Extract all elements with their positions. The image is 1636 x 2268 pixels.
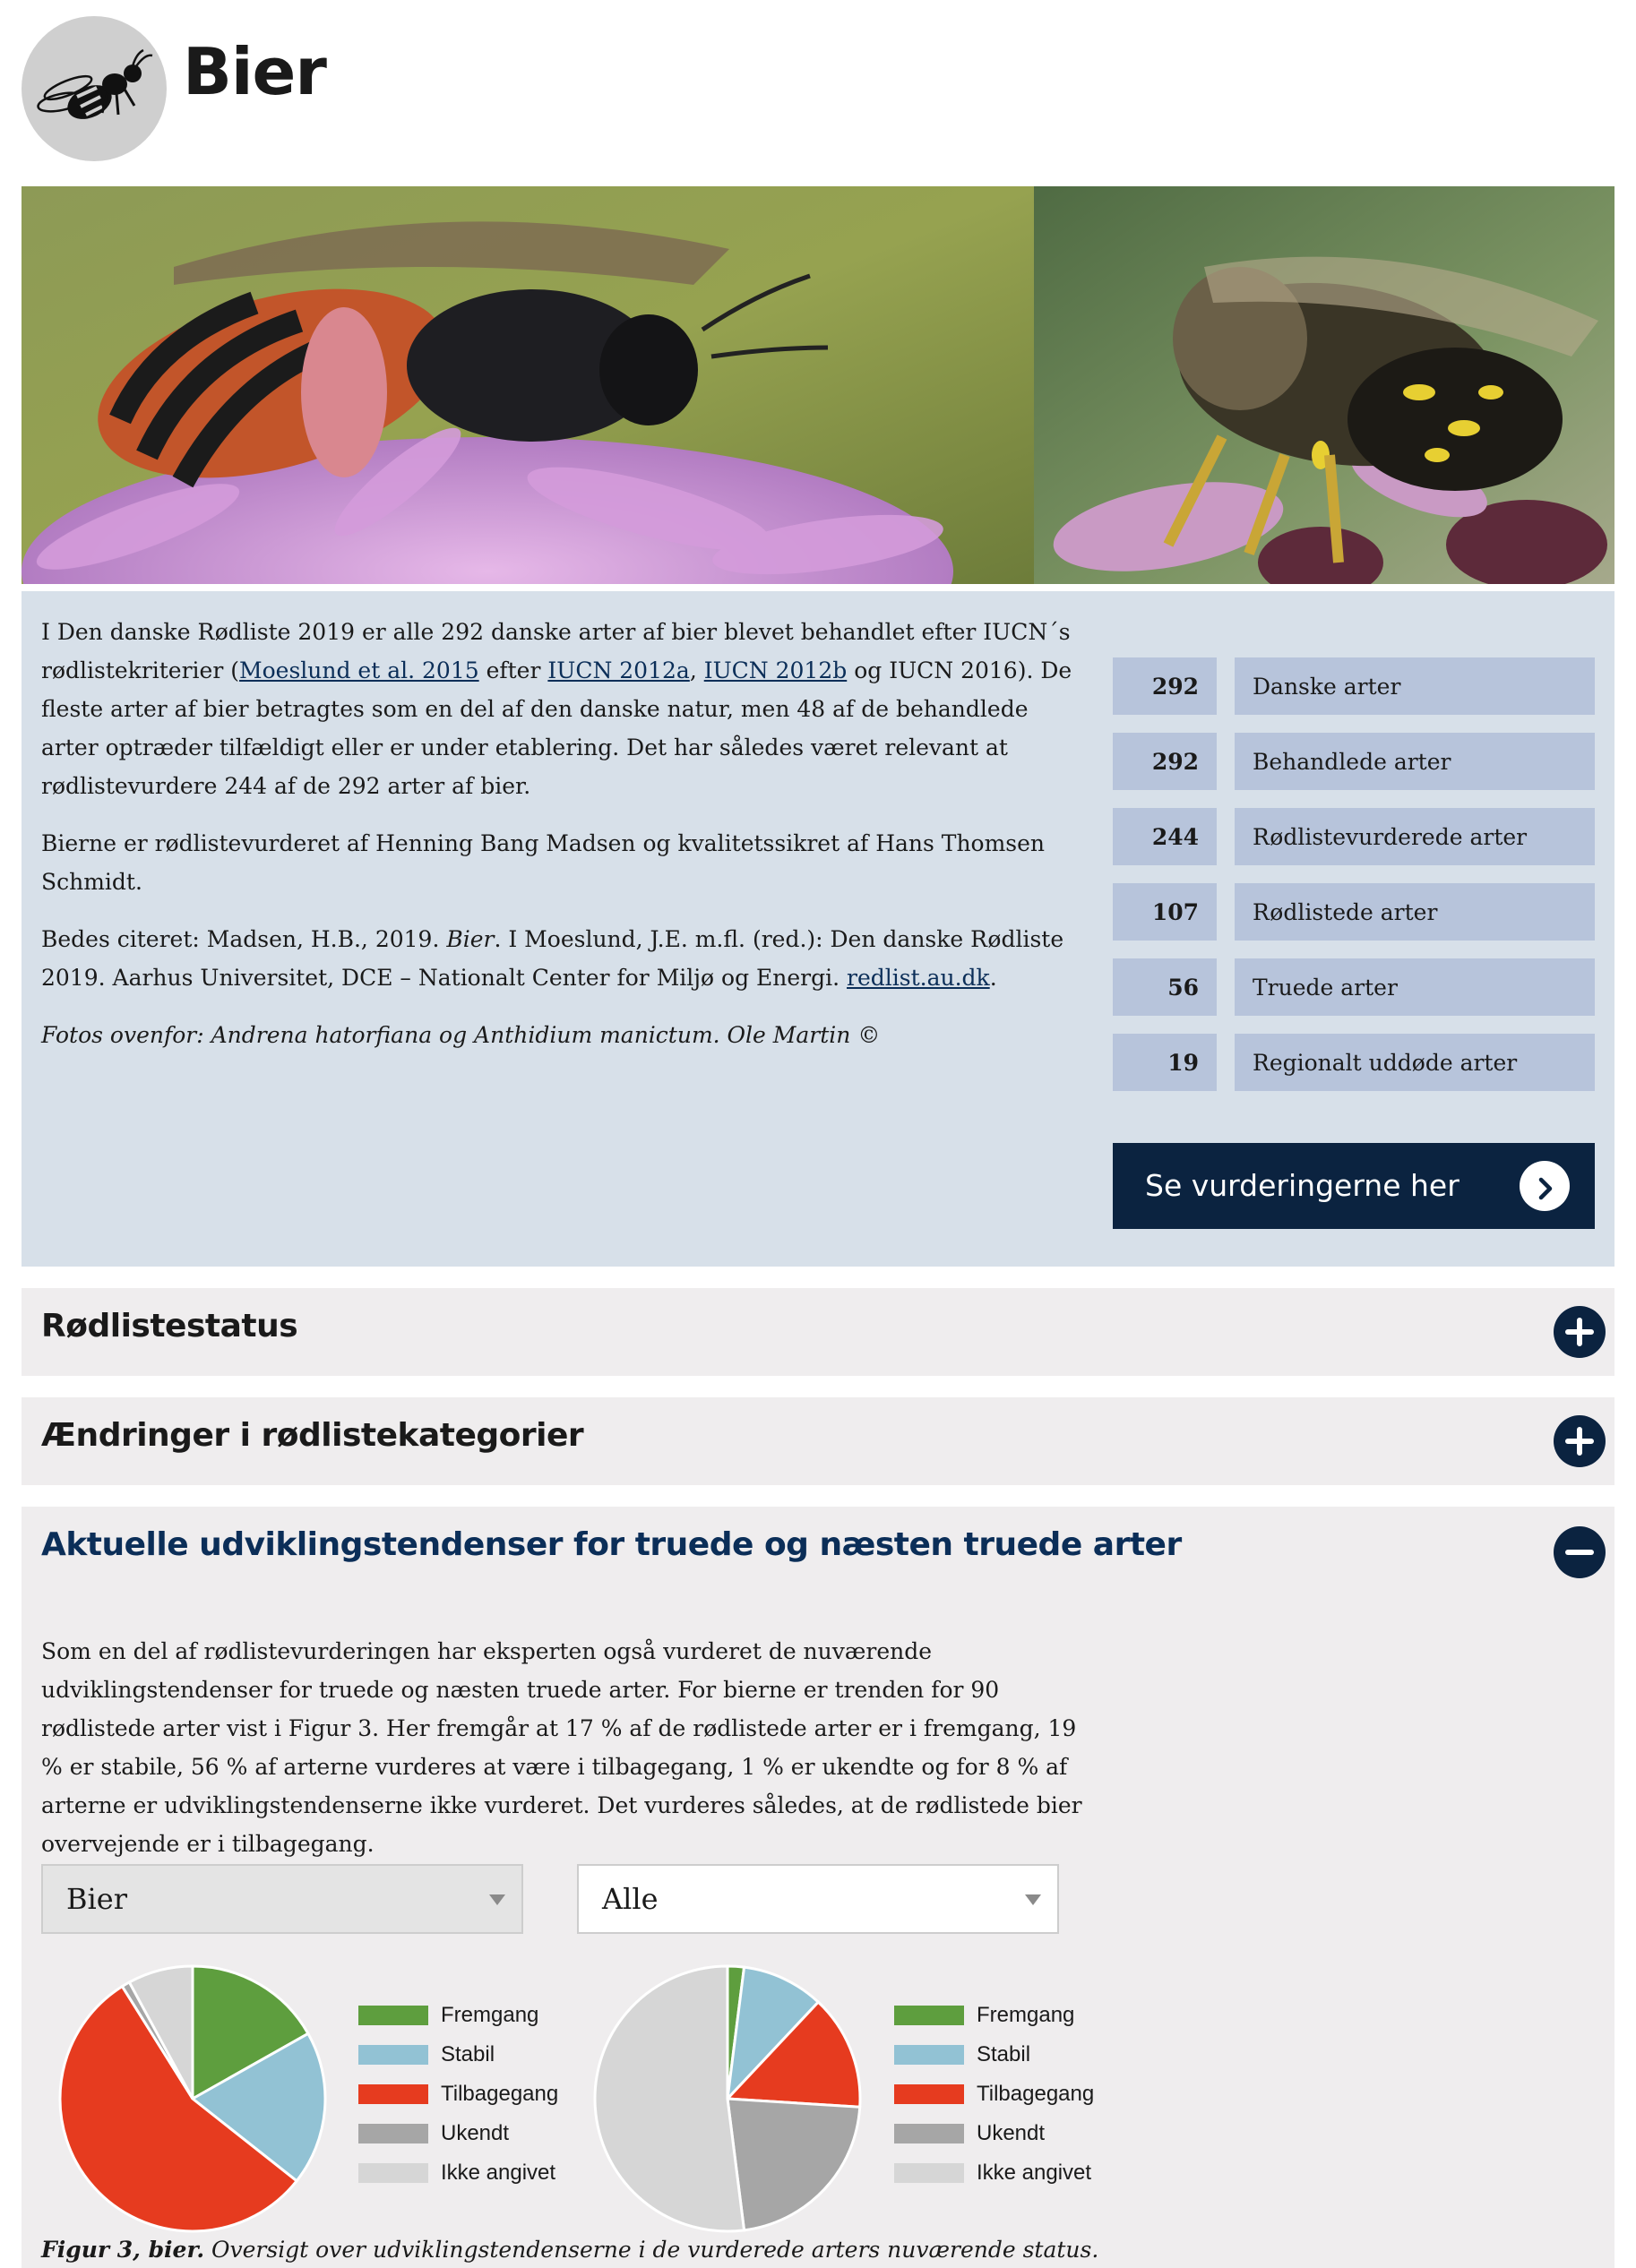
expand-plus-icon[interactable] (1554, 1306, 1606, 1358)
stat-regionalt-uddode-arter (1113, 1034, 1595, 1091)
legend-label: Ukendt (977, 2121, 1046, 2145)
legend-label: Tilbagegang (977, 2082, 1095, 2106)
accordion-rodlistestatus[interactable] (22, 1288, 1614, 1376)
scope-select[interactable] (577, 1864, 1059, 1934)
hero-image (22, 186, 1614, 584)
legend-item (894, 1996, 1094, 2035)
caption-text: Oversigt over udviklingstendenserne i de vurderede arters nuværende status. (204, 2237, 1099, 2263)
citation-part: Bedes citeret: Madsen, H.B., 2019. (41, 926, 447, 952)
legend-label: Fremgang (441, 2003, 539, 2027)
figure-caption (41, 2234, 1098, 2266)
legend-label: Ukendt (441, 2121, 510, 2145)
legend-swatch (358, 2084, 428, 2104)
legend-item (358, 1996, 558, 2035)
stat-label: Rødlistede arter (1235, 883, 1595, 941)
accordion-aendringer[interactable] (22, 1397, 1614, 1485)
legend-chart-2 (894, 1996, 1094, 2193)
stat-label: Danske arter (1235, 657, 1595, 715)
stat-rodlistevurderede-arter (1113, 808, 1595, 865)
legend-swatch (358, 2163, 428, 2183)
pie-chart-bier (54, 1960, 332, 2238)
stat-value: 292 (1113, 733, 1217, 790)
legend-label: Fremgang (977, 2003, 1075, 2027)
page-title: Bier (183, 34, 326, 109)
collapse-minus-icon[interactable] (1554, 1526, 1606, 1578)
stat-behandlede-arter (1113, 733, 1595, 790)
trend-text: Som en del af rødlistevurderingen har eksperten også vurderet de nuværende udviklingstendenser for truede og næsten truede arter. For bierne er trenden for 90 rødlistede arter vist i Figur 3. Her fremgår at 17 % af de rødlistede arter er i fremgang, 19 % er stabile, 56 % af arterne vurderes at være i tilbagegang, 1 % er ukendte og for 8 % af arterne er udviklingstendenserne ikke vurderet. Det vurderes således, at de rødlistede bier overvejende er i tilbagegang. (41, 1638, 1082, 1857)
caption-label: Figur 3, bier. (41, 2237, 205, 2263)
stat-truede-arter (1113, 958, 1595, 1016)
link-moeslund[interactable]: Moeslund et al. 2015 (239, 657, 479, 683)
legend-label: Stabil (977, 2042, 1031, 2066)
dropdown-arrow-icon (1025, 1894, 1041, 1905)
intro-p1-part: efter (478, 657, 548, 683)
legend-item (358, 2153, 558, 2193)
stat-label: Behandlede arter (1235, 733, 1595, 790)
legend-swatch (894, 2006, 964, 2025)
accordion-title[interactable]: Aktuelle udviklingstendenser for truede og næsten truede arter (41, 1526, 1182, 1563)
intro-panel (22, 591, 1614, 1267)
dropdown-arrow-icon (489, 1894, 505, 1905)
link-iucn-2012b[interactable]: IUCN 2012b (703, 657, 848, 683)
legend-swatch (358, 2045, 428, 2065)
intro-citation (41, 920, 1089, 997)
accordion-title: Rødlistestatus (41, 1308, 298, 1344)
stat-value: 56 (1113, 958, 1217, 1016)
legend-item (894, 2075, 1094, 2114)
intro-paragraph-1 (41, 613, 1089, 805)
legend-item (894, 2035, 1094, 2075)
citation-part: . I Moeslund, J.E. m.fl. (red.): Den danske Rødliste 2019. Aarhus Universitet, DCE – Nationalt Center for Miljø og Energi. (41, 926, 1064, 991)
stat-value: 292 (1113, 657, 1217, 715)
intro-p1-part: og IUCN 2016). De fleste arter af bier betragtes som en del af den danske natur, men 48 af de behandlede arter optræder tilfældigt eller er under etablering. Det har således været relevant at rødlistevurdere 244 af de 292 arter af bier. (41, 657, 1072, 799)
intro-p1-part: , (689, 657, 704, 683)
see-assessments-button[interactable] (1113, 1143, 1595, 1229)
legend-label: Stabil (441, 2042, 495, 2066)
legend-item (894, 2153, 1094, 2193)
legend-label: Ikke angivet (977, 2161, 1092, 2185)
stat-rodlistede-arter (1113, 883, 1595, 941)
pie-chart-alle (589, 1960, 866, 2238)
group-select-value: Bier (66, 1882, 127, 1916)
chevron-right-icon (1520, 1161, 1570, 1211)
legend-item (358, 2114, 558, 2153)
expand-plus-icon[interactable] (1554, 1415, 1606, 1467)
stat-label: Rødlistevurderede arter (1235, 808, 1595, 865)
group-select[interactable] (41, 1864, 523, 1934)
cta-label: Se vurderingerne her (1145, 1168, 1459, 1203)
stat-label: Truede arter (1235, 958, 1595, 1016)
legend-swatch (894, 2163, 964, 2183)
intro-paragraph-2: Bierne er rødlistevurderet af Henning Bang Madsen og kvalitetssikret af Hans Thomsen Schmidt. (41, 830, 1046, 895)
legend-item (358, 2075, 558, 2114)
citation-title: Bier (446, 926, 495, 952)
intro-text (41, 613, 1089, 1073)
stat-value: 107 (1113, 883, 1217, 941)
legend-chart-1 (358, 1996, 558, 2193)
citation-part: . (989, 965, 997, 991)
slice-ukendt (728, 2099, 860, 2230)
photo-credit: Fotos ovenfor: Andrena hatorfiana og Anthidium manictum. Ole Martin © (41, 1022, 881, 1048)
stat-value: 244 (1113, 808, 1217, 865)
legend-swatch (894, 2045, 964, 2065)
legend-item (358, 2035, 558, 2075)
intro-p1-part: I Den danske Rødliste 2019 er alle 292 danske arter af bier blevet behandlet efter IUCN´s rødlistekriterier ( (41, 619, 1071, 683)
link-iucn-2012a[interactable]: IUCN 2012a (547, 657, 690, 683)
legend-label: Ikke angivet (441, 2161, 556, 2185)
legend-swatch (894, 2084, 964, 2104)
stat-label: Regionalt uddøde arter (1235, 1034, 1595, 1091)
legend-swatch (358, 2006, 428, 2025)
scope-select-value: Alle (602, 1882, 659, 1916)
slice-ikke-angivet (595, 1966, 745, 2231)
stat-value: 19 (1113, 1034, 1217, 1091)
link-redlist[interactable]: redlist.au.dk (847, 965, 990, 991)
legend-label: Tilbagegang (441, 2082, 559, 2106)
bee-icon (22, 16, 167, 161)
legend-swatch (894, 2124, 964, 2143)
accordion-title: Ændringer i rødlistekategorier (41, 1417, 584, 1454)
stat-danske-arter (1113, 657, 1595, 715)
legend-item (894, 2114, 1094, 2153)
bee-logo (22, 16, 167, 161)
legend-swatch (358, 2124, 428, 2143)
